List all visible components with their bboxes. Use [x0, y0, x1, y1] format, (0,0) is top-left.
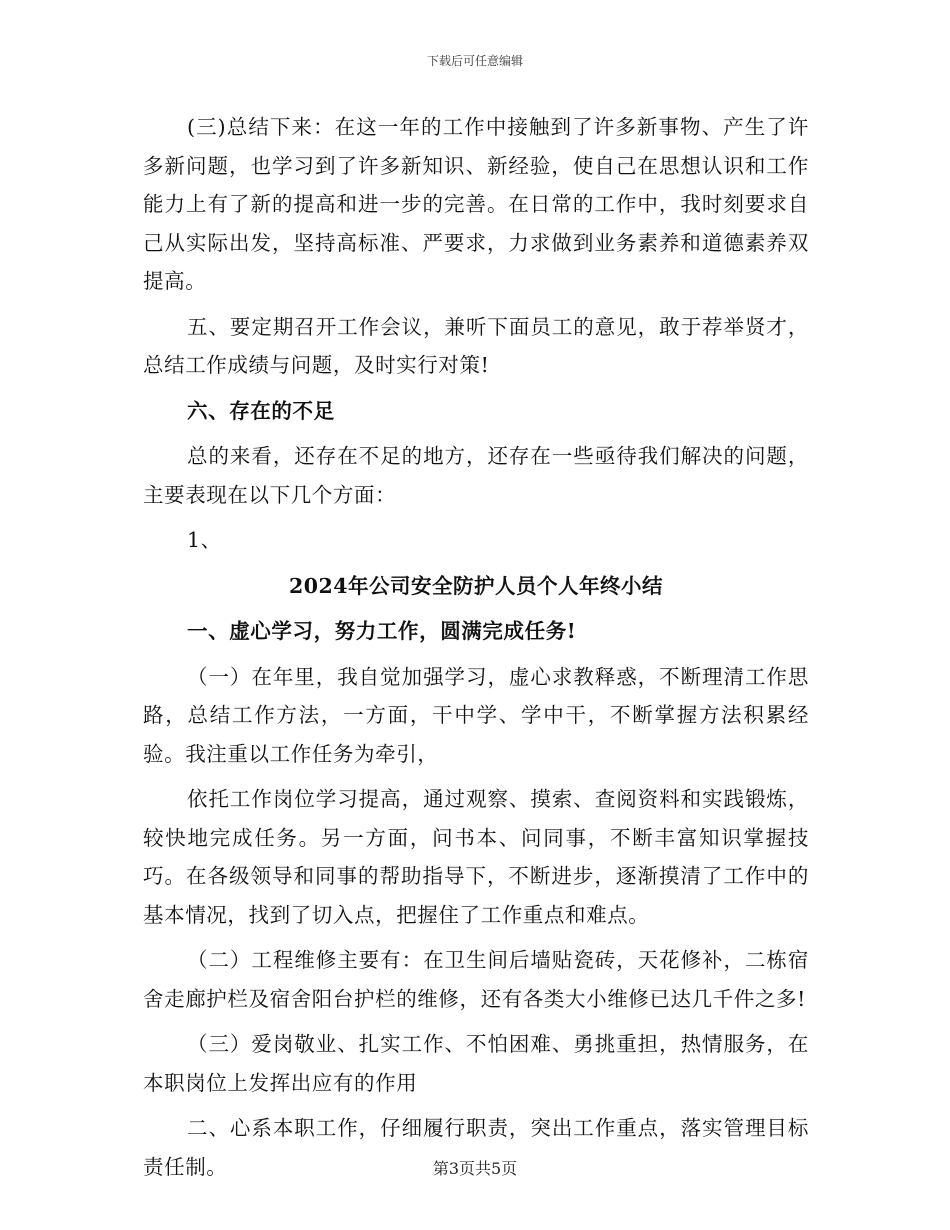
paragraph-learning-1: （一）在年里，我自觉加强学习，虚心求教释惑，不断理清工作思路，总结工作方法，一方面，干中学、学中干，不断掌握方法积累经验。我注重以工作任务为牵引，: [143, 664, 809, 766]
page-number: 第3页共5页: [432, 1159, 518, 1178]
document-body: [143, 108, 809, 1193]
page-header: 下载后可任意编辑: [426, 54, 523, 68]
paragraph-dedication: （三）爱岗敬业、扎实工作、不怕困难、勇挑重担，热情服务，在本职岗位上发挥出应有的作用: [143, 1032, 809, 1095]
paragraph-summary: (三)总结下来：在这一年的工作中接触到了许多新事物、产生了许多新问题，也学习到了许多新知识、新经验，使自己在思想认识和工作能力上有了新的提高和进一步的完善。在日常的工作中，我时刻要求自己从实际出发，坚持高标准、严要求，力求做到业务素养和道德素养双提高。: [143, 115, 809, 293]
paragraph-maintenance: （二）工程维修主要有：在卫生间后墙贴瓷砖，天花修补，二栋宿舍走廊护栏及宿舍阳台护栏的维修，还有各类大小维修已达几千件之多!: [143, 948, 809, 1011]
paragraph-learning-2: 依托工作岗位学习提高，通过观察、摸索、查阅资料和实践锻炼，较快地完成任务。另一方面，问书本、问同事，不断丰富知识掌握技巧。在各级领导和同事的帮助指导下，不断进步，逐渐摸清了工作中的基本情况，找到了切入点，把握住了工作重点和难点。: [143, 787, 809, 927]
list-item-1: 1、: [187, 528, 222, 552]
section-heading-learning: 一、虚心学习，努力工作，圆满完成任务!: [187, 619, 577, 643]
paragraph-shortcomings: 总的来看，还存在不足的地方，还存在一些亟待我们解决的问题，主要表现在以下几个方面：: [143, 444, 809, 507]
paragraph-meetings: 五、要定期召开工作会议，兼听下面员工的意见，敢于荐举贤才，总结工作成绩与问题，及时实行对策!: [143, 314, 809, 377]
document-title: 2024年公司安全防护人员个人年终小结: [288, 573, 664, 598]
section-heading-shortcomings: 六、存在的不足: [187, 398, 335, 423]
section-heading-duties: 二、心系本职工作，仔细履行职责，突出工作重点，落实管理目标责任制。: [143, 1116, 809, 1179]
